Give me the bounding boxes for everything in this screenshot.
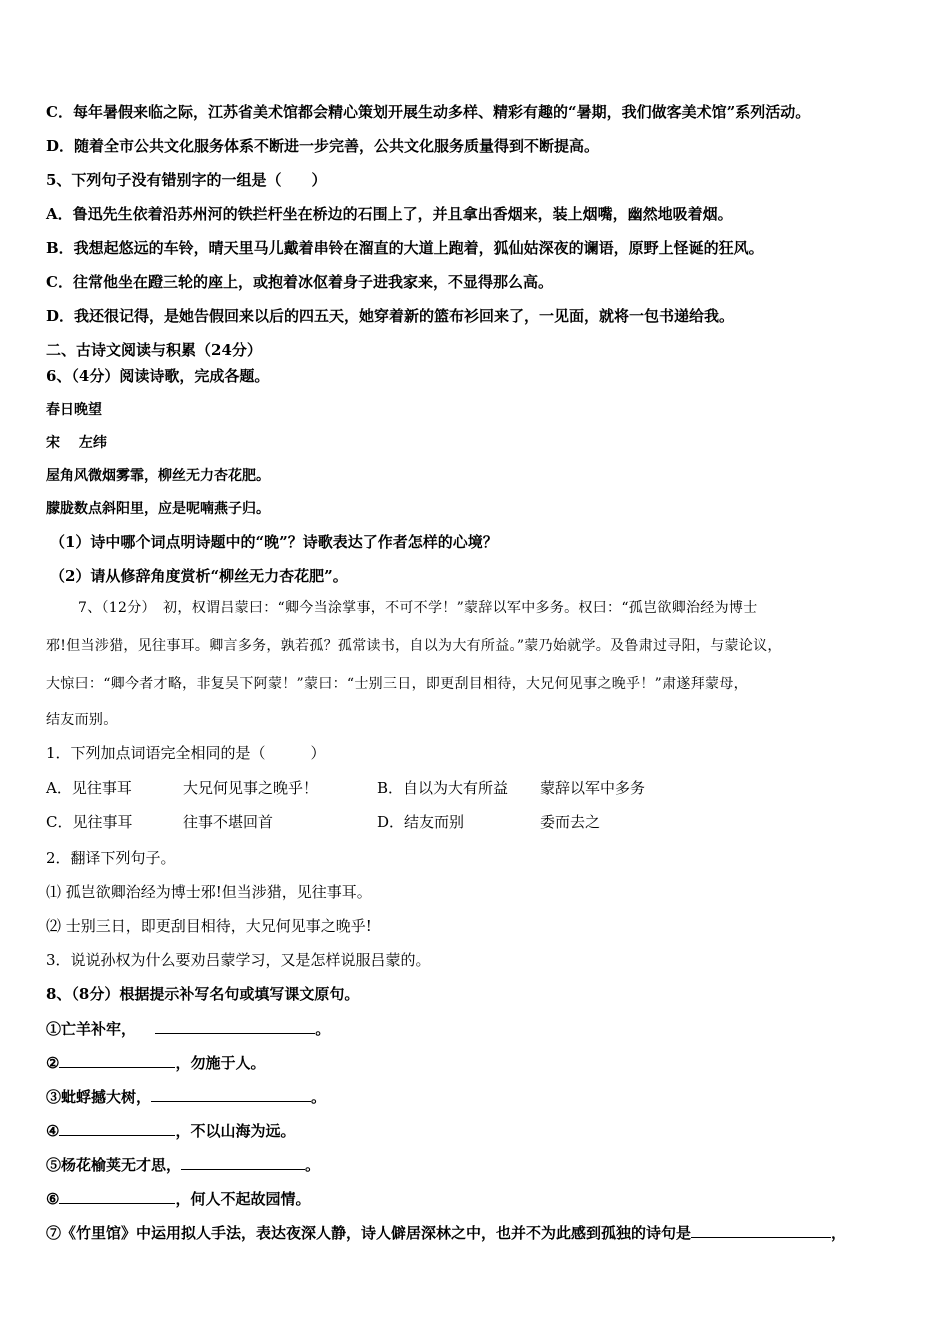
q7-item1-b1: B．自以为大有所益 [377, 779, 509, 797]
q8-item-6-blank[interactable] [59, 1188, 175, 1204]
q8-item-7-blank[interactable] [691, 1222, 831, 1238]
poem-line-2: 朦胧数点斜阳里，应是呢喃燕子归。 [46, 501, 270, 517]
q8-item-4-blank[interactable] [59, 1120, 175, 1136]
q5-option-c: C．往常他坐在蹬三轮的座上，或抱着冰伛着身子进我家来，不显得那么高。 [46, 273, 553, 291]
q5-option-b: B．我想起悠远的车铃，晴天里马儿戴着串铃在溜直的大道上跑着，狐仙姑深夜的谰语，原野上怪诞的狂风。 [46, 239, 764, 257]
q8-item-4-num: ④ [46, 1122, 60, 1140]
q8-stem: 8、（8分）根据提示补写名句或填写课文原句。 [46, 985, 360, 1003]
q7-passage-3: 大惊曰：“卿今者才略，非复吴下阿蒙！”蒙曰：“士别三日，即更刮目相待，大兄何见事之晚乎！”肃遂拜蒙母， [46, 676, 748, 692]
q8-item-2 [46, 1052, 265, 1073]
q8-item-5-text: ⑤杨花榆荚无才思， [46, 1156, 182, 1174]
q7-item2-s1: ⑴ 孤岂欲卿治经为博士邪!但当涉猎，见往事耳。 [46, 883, 372, 901]
q8-item-3-end: 。 [311, 1088, 327, 1106]
poem-line-1: 屋角风微烟雾霏，柳丝无力杏花肥。 [46, 468, 270, 484]
q7-passage-1: 7、（12分） 初，权谓吕蒙曰：“卿今当涂掌事，不可不学！”蒙辞以军中多务。权曰：“孤岂欲卿治经为博士 [78, 600, 758, 616]
q8-item-3-blank[interactable] [151, 1086, 311, 1102]
q7-item3-stem: 3．说说孙权为什么要劝吕蒙学习，又是怎样说服吕蒙的。 [46, 951, 431, 969]
q7-item1-b2: 蒙辞以军中多务 [540, 779, 646, 797]
q8-item-1-end: 。 [315, 1020, 331, 1038]
q7-item1-stem: 1．下列加点词语完全相同的是（ ） [46, 744, 326, 762]
q8-item-7-text: ⑦《竹里馆》中运用拟人手法，表达夜深人静，诗人僻居深林之中，也并不为此感到孤独的诗句是 [46, 1224, 692, 1242]
q8-item-4 [46, 1120, 295, 1141]
q8-item-1-blank[interactable] [155, 1018, 315, 1034]
q7-item2-stem: 2．翻译下列句子。 [46, 849, 176, 867]
q8-item-2-num: ② [46, 1054, 60, 1072]
q7-item1-a2: 大兄何见事之晚乎！ [183, 779, 319, 797]
q8-item-1-text: ①亡羊补牢， [46, 1020, 137, 1038]
q5-stem: 5、下列句子没有错别字的一组是（ ） [46, 171, 327, 189]
q8-item-4-text: ，不以山海为远。 [175, 1122, 296, 1140]
q4-option-c: C．每年暑假来临之际，江苏省美术馆都会精心策划开展生动多样、精彩有趣的“暑期，我们做客美术馆”系列活动。 [46, 103, 811, 121]
q8-item-6-text: ，何人不起故园情。 [175, 1190, 311, 1208]
q8-item-6 [46, 1188, 310, 1209]
poem-author: 宋 左纬 [46, 435, 107, 451]
q7-item1-c1: C．见往事耳 [46, 813, 133, 831]
q6-sub-1: （1）诗中哪个词点明诗题中的“晚”？诗歌表达了作者怎样的心境？ [50, 533, 498, 551]
q8-item-6-num: ⑥ [46, 1190, 60, 1208]
q8-item-3-text: ③蚍蜉撼大树， [46, 1088, 152, 1106]
q8-item-2-blank[interactable] [59, 1052, 175, 1068]
q8-item-7 [46, 1222, 846, 1243]
q8-item-1 [46, 1018, 330, 1039]
q8-item-5 [46, 1154, 320, 1175]
q6-sub-2: （2）请从修辞角度赏析“柳丝无力杏花肥”。 [50, 567, 348, 585]
q4-option-d: D．随着全市公共文化服务体系不断进一步完善，公共文化服务质量得到不断提高。 [46, 137, 600, 155]
q6-stem: 6、（4分）阅读诗歌，完成各题。 [46, 367, 270, 385]
q8-item-5-blank[interactable] [181, 1154, 305, 1170]
q8-item-2-text: ，勿施于人。 [175, 1054, 266, 1072]
q7-item1-d2: 委而去之 [540, 813, 601, 831]
q7-item1-a1: A．见往事耳 [46, 779, 132, 797]
q7-passage-2: 邪!但当涉猎，见往事耳。卿言多务，孰若孤？孤常读书，自以为大有所益。”蒙乃始就学。及鲁肃过寻阳，与蒙论议， [46, 638, 782, 654]
q7-passage-4: 结友而别。 [46, 712, 118, 728]
q7-item2-s2: ⑵ 士别三日，即更刮目相待，大兄何见事之晚乎! [46, 917, 372, 935]
q8-item-3 [46, 1086, 326, 1107]
q8-item-7-end: ， [831, 1224, 847, 1242]
q5-option-a: A．鲁迅先生依着沿苏州河的铁拦杆坐在桥边的石围上了，并且拿出香烟来，装上烟嘴，幽然地吸着烟。 [46, 205, 733, 223]
q7-item1-d1: D．结友而别 [377, 813, 465, 831]
section-title: 二、古诗文阅读与积累（24分） [46, 341, 262, 359]
q7-item1-c2: 往事不堪回首 [183, 813, 274, 831]
q8-item-5-end: 。 [305, 1156, 321, 1174]
q5-option-d: D．我还很记得，是她告假回来以后的四五天，她穿着新的篮布衫回来了，一见面，就将一包书递给我。 [46, 307, 735, 325]
poem-title: 春日晚望 [46, 402, 102, 418]
